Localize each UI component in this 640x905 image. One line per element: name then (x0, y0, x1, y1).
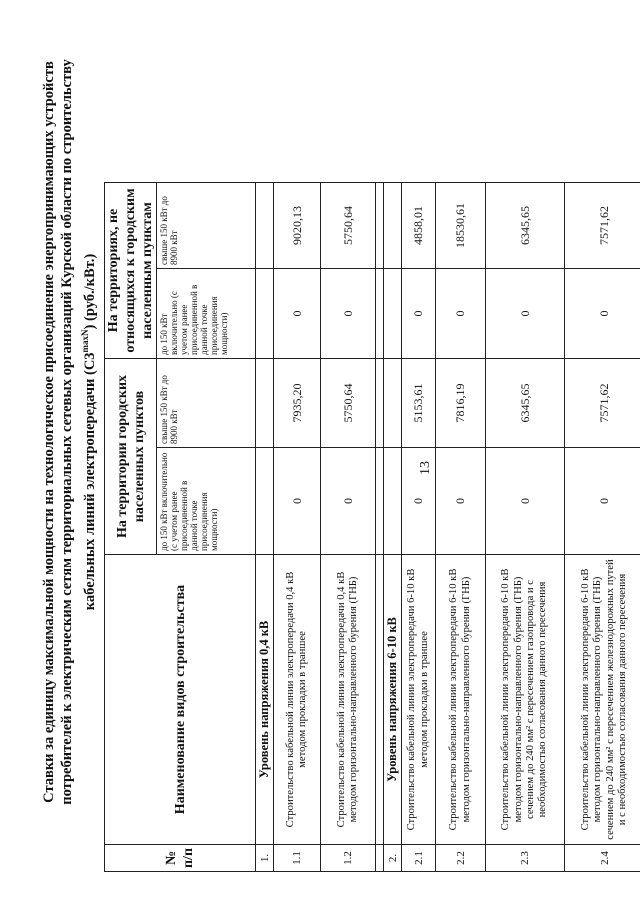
row-num: 2.1 (402, 845, 436, 872)
row-name: Строительство кабельной линии электропередачи 6-10 кВ методом горизонтально-направленного бурения (ГНБ) сечением до 240 мм² с пересечением газопровода и с необходимостью согласования данного пересечения (486, 555, 565, 845)
rural-over150-value: 5750,64 (321, 183, 376, 269)
urban-over150-value: 5750,64 (321, 359, 376, 448)
title-line-2: потребителей к электрическим сетям территориальных сетевых организаций Курской области по строительству (59, 59, 75, 805)
title-line-3: кабельных линий электропередачи $(С3^{maxN})$ (руб./кВт.) (80, 253, 98, 611)
table-body (256, 183, 640, 872)
rural-upto150-value: 0 (274, 269, 321, 359)
table-row (274, 183, 321, 872)
table-row (321, 183, 376, 872)
rural-over150-value: 18530,61 (436, 183, 486, 269)
header-num: № п/п (105, 845, 256, 872)
row-num: 1.1 (274, 845, 321, 872)
subheader-urban-upto150: до 150 кВт включительно (с учетом ранее присоединенной в данной точке присоединения мощности) (157, 448, 256, 555)
page-number: 13 (418, 461, 433, 475)
table-row (402, 183, 436, 872)
rural-over150-value: 4858,01 (402, 183, 436, 269)
rural-over150-value: 9020,13 (274, 183, 321, 269)
section-row (384, 183, 402, 872)
section-title: Уровень напряжения 0,4 кВ (256, 555, 274, 845)
urban-upto150-value: 0 (274, 448, 321, 555)
document-title (40, 0, 99, 867)
row-name: Строительство кабельной линии электропередачи 6-10 кВ методом прокладки в траншее (402, 555, 436, 845)
header-urban: На территории городских населенных пунктов (105, 359, 157, 555)
section-title: Уровень напряжения 6-10 кВ (384, 555, 402, 845)
row-name: Строительство кабельной линии электропередачи 0,4 кВ методом прокладки в траншее (274, 555, 321, 845)
urban-upto150-value: 0 (321, 448, 376, 555)
rural-over150-value: 7571,62 (565, 183, 640, 269)
urban-over150-value: 7571,62 (565, 359, 640, 448)
row-num: 2.4 (565, 845, 640, 872)
rural-upto150-value: 0 (486, 269, 565, 359)
row-name: Строительство кабельной линии электропередачи 0,4 кВ методом горизонтально-направленного бурения (ГНБ) (321, 555, 376, 845)
urban-upto150-value: 0 (402, 448, 436, 555)
urban-over150-value: 7935,20 (274, 359, 321, 448)
rural-upto150-value: 0 (402, 269, 436, 359)
urban-over150-value: 7816,19 (436, 359, 486, 448)
subheader-urban-over150: свыше 150 кВт до 8900 кВт (157, 359, 256, 448)
row-num: 2.3 (486, 845, 565, 872)
urban-over150-value: 6345,65 (486, 359, 565, 448)
header-rural: На территориях, не относящихся к городским населенным пунктам (105, 183, 157, 359)
rural-over150-value: 6345,65 (486, 183, 565, 269)
row-num: 2.2 (436, 845, 486, 872)
row-name: Строительство кабельной линии электропередачи 6-10 кВ методом горизонтально-направленного бурения (ГНБ) сечением до 240 мм² с пересечением железнодорожных путей и с необходимостью согласования данного пересечения (565, 555, 640, 845)
table-row (486, 183, 565, 872)
urban-upto150-value: 0 (436, 448, 486, 555)
urban-upto150-value: 0 (565, 448, 640, 555)
rural-upto150-value: 0 (565, 269, 640, 359)
title-line-1: Ставки за единицу максимальной мощности на технологическое присоединение энергопринимающих устройств (41, 61, 57, 803)
subheader-rural-over150: свыше 150 кВт до 8900 кВт (157, 183, 256, 269)
row-name: Строительство кабельной линии электропередачи 6-10 кВ методом горизонтально-направленного бурения (ГНБ) (436, 555, 486, 845)
header-name: Наименование видов строительства (105, 555, 256, 845)
urban-over150-value: 5153,61 (402, 359, 436, 448)
row-num: 2. (384, 845, 402, 872)
section-row (256, 183, 274, 872)
urban-upto150-value: 0 (486, 448, 565, 555)
rates-table (104, 182, 640, 872)
table-row (436, 183, 486, 872)
spacer-row (376, 183, 384, 872)
subheader-rural-upto150: до 150 кВт включительно (с учетом ранее присоединенной в данной точке присоединения мощности) (157, 269, 256, 359)
rural-upto150-value: 0 (436, 269, 486, 359)
row-num: 1.2 (321, 845, 376, 872)
table-row (565, 183, 640, 872)
row-num: 1. (256, 845, 274, 872)
rural-upto150-value: 0 (321, 269, 376, 359)
